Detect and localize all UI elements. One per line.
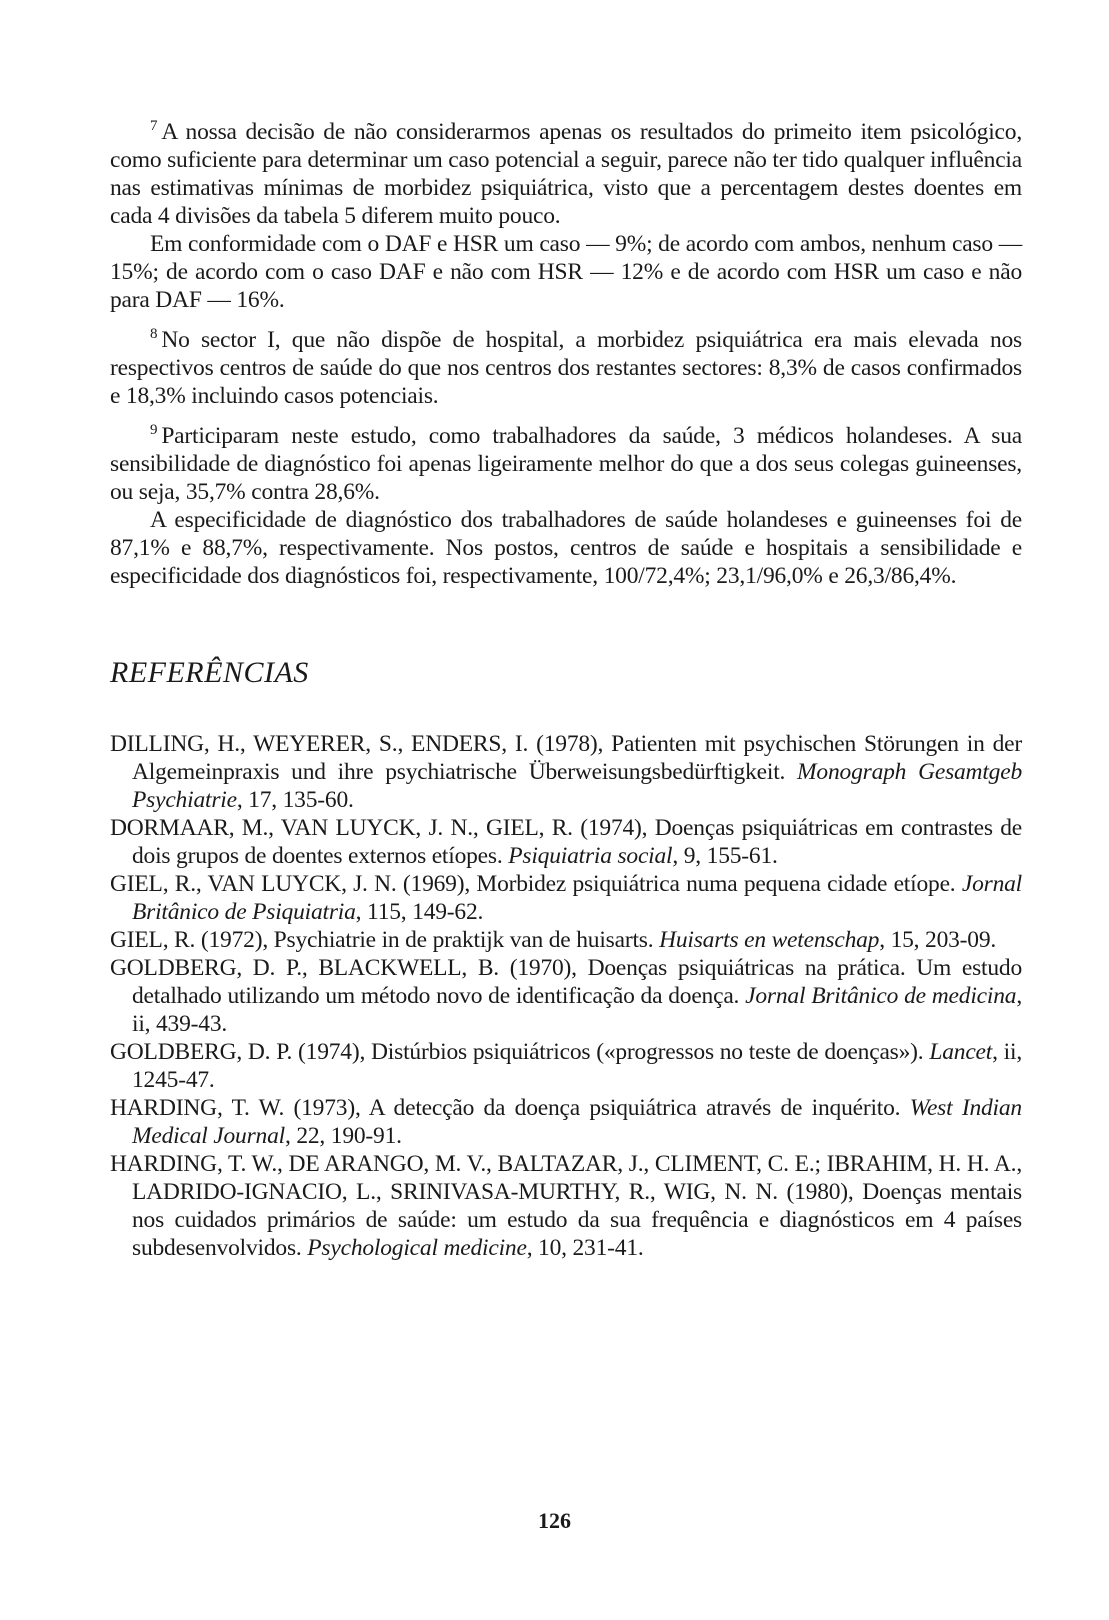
footnote-paragraph: Em conformidade com o DAF e HSR um caso — 9%; de acordo com ambos, nenhum caso — 15%; de acordo com o caso DAF e não com HSR — 12% e de acordo com HSR um caso e não para DAF — 16%. <box>110 231 1022 313</box>
footnote-number: 8 <box>150 326 158 342</box>
page-number: 126 <box>538 1508 571 1533</box>
reference-item: HARDING, T. W. (1973), A detecção da doença psiquiátrica através de inquérito. West Indian Medical Journal, 22, 190-91. <box>110 1095 1022 1149</box>
reference-item: GOLDBERG, D. P. (1974), Distúrbios psiquiátricos («progressos no teste de doenças»). Lancet, ii, 1245-47. <box>110 1039 1022 1093</box>
footnote-8 <box>110 326 1022 410</box>
reference-item: DILLING, H., WEYERER, S., ENDERS, I. (1978), Patienten mit psychischen Störungen in der Algemeinpraxis und ihre psychiatrische Überweisungsbedürftigkeit. Monograph Gesamtgeb Psychiatrie, 17, 135-60. <box>110 731 1022 813</box>
reference-item: GIEL, R. (1972), Psychiatrie in de praktijk van de huisarts. Huisarts en wetenschap, 15, 203-09. <box>110 927 997 953</box>
footnote-paragraph: $^8$ No sector I, que não dispõe de hospital, a morbidez psiquiátrica era mais elevada nos respectivos centros de saúde do que nos centros dos restantes sectores: 8,3% de casos confirmados e 18,3% incluindo casos potenciais. <box>110 326 1022 409</box>
journal-title: Jornal Britânico de Psiquiatria <box>132 871 1022 925</box>
reference-item: HARDING, T. W., DE ARANGO, M. V., BALTAZAR, J., CLIMENT, C. E.; IBRAHIM, H. H. A., LADRIDO-IGNACIO, L., SRINIVASA-MURTHY, R., WIG, N. N. (1980), Doenças mentais nos cuidados primários de saúde: um estudo da sua frequência e diagnósticos em 4 países subdesenvolvidos. Psychological medicine, 10, 231-41. <box>110 1151 1022 1261</box>
references-list <box>110 730 1022 1262</box>
journal-title: Lancet <box>929 1039 993 1065</box>
journal-title: Monograph Gesamtgeb Psychiatrie <box>132 759 1022 813</box>
reference-item: GOLDBERG, D. P., BLACKWELL, B. (1970), Doenças psiquiátricas na prática. Um estudo detalhado utilizando um método novo de identificação da doença. Jornal Britânico de medicina, ii, 439-43. <box>110 955 1022 1037</box>
journal-title: West Indian Medical Journal <box>132 1095 1022 1149</box>
journal-title: Jornal Britânico de medicina <box>745 983 1017 1009</box>
reference-item: GIEL, R., VAN LUYCK, J. N. (1969), Morbidez psiquiátrica numa pequena cidade etíope. Jornal Britânico de Psiquiatria, 115, 149-62. <box>110 871 1022 925</box>
reference-item: DORMAAR, M., VAN LUYCK, J. N., GIEL, R. (1974), Doenças psiquiátricas em contrastes de dois grupos de doentes externos etíopes. Psiquiatria social, 9, 155-61. <box>110 815 1022 869</box>
footnote-number: 9 <box>150 422 158 438</box>
journal-title: Psychological medicine <box>307 1235 527 1261</box>
footnote-7 <box>110 118 1022 314</box>
footnote-9 <box>110 422 1022 590</box>
page-body <box>110 118 1022 1262</box>
footnote-paragraph: $^9$ Participaram neste estudo, como trabalhadores da saúde, 3 médicos holandeses. A sua sensibilidade de diagnóstico foi apenas ligeiramente melhor do que a dos seus colegas guineenses, ou seja, 35,7% contra 28,6%. <box>110 422 1022 505</box>
footnote-paragraph: $^7$ A nossa decisão de não considerarmos apenas os resultados do primeito item psicológico, como suficiente para determinar um caso potencial a seguir, parece não ter tido qualquer influência nas estimativas mínimas de morbidez psiquiátrica, visto que a percentagem destes doentes em cada 4 divisões da tabela 5 diferem muito pouco. <box>110 118 1022 229</box>
footnote-number: 7 <box>150 118 158 134</box>
references-heading: REFERÊNCIAS <box>110 656 309 689</box>
journal-title: Huisarts en wetenschap <box>659 927 880 953</box>
footnote-paragraph: A especificidade de diagnóstico dos trabalhadores de saúde holandeses e guineenses foi de 87,1% e 88,7%, respectivamente. Nos postos, centros de saúde e hospitais a sensibilidade e especificidade dos diagnósticos foi, respectivamente, 100/72,4%; 23,1/96,0% e 26,3/86,4%. <box>110 507 1022 589</box>
journal-title: Psiquiatria social <box>508 843 673 869</box>
